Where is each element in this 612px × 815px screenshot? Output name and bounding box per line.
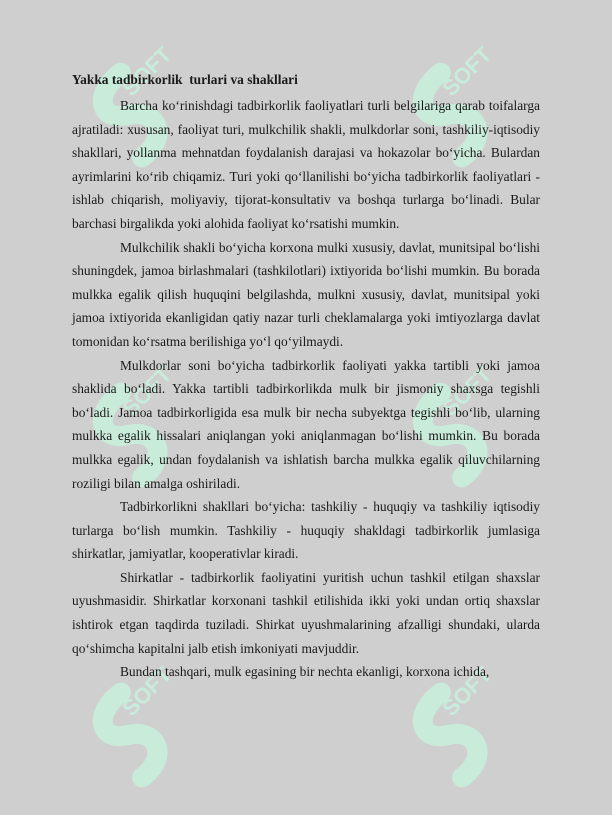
- paragraph-1: Barcha ko‘rinishdagi tadbirkorlik faoliyatlari turli belgilariga qarab toifalarga ajratiladi: xususan, faoliyat turi, mulkchilik shakli, mulkdorlar soni, tashkiliy-iqtisodiy shakllari, yollanma mehnatdan foydalanish darajasi va hokazolar bo‘yicha. Bulardan ayrimlarini ko‘rib chiqamiz. Turi yoki qo‘llanilishi bo‘yicha tadbirkorlik faoliyatlari - ishlab chiqarish, moliyaviy, tijorat-konsultativ va boshqa turlarga bo‘linadi. Bular barchasi birgalikda yoki alohida faoliyat ko‘rsatishi mumkin.: [72, 98, 540, 231]
- document-page: [72, 70, 540, 684]
- svg-text:SOFT: SOFT: [437, 361, 497, 421]
- svg-text:SOFT: SOFT: [117, 661, 177, 721]
- paragraph-4: Tadbirkorlikni shakllari bo‘yicha: tashkiliy - huquqiy va tashkiliy iqtisodiy turlarga bo‘lish mumkin. Tashkiliy - huquqiy shakldagi tadbirkorlik jumlasiga shirkatlar, jamiyatlar, kooperativlar kiradi.: [72, 499, 540, 562]
- paragraph-6: Bundan tashqari, mulk egasining bir nechta ekanligi, korxona ichida,: [120, 664, 490, 680]
- svg-text:SOFT: SOFT: [437, 41, 497, 101]
- paragraph-2: Mulkchilik shakli bo‘yicha korxona mulki xususiy, davlat, munitsipal bo‘lishi shuningdek, jamoa birlashmalari (tashkilotlari) ixtiyorida bo‘lishi mumkin. Bu borada mulkka egalik qilish huquqini belgilashda, mulkni xususiy, davlat, munitsipal yoki jamoa ixtiyorida ekanligidan qatiy nazar turli cheklamalarga yoki imtiyozlarga davlat tomonidan ko‘rsatma berilishiga yo‘l qo‘yilmaydi.: [72, 239, 540, 349]
- svg-text:SOFT: SOFT: [437, 661, 497, 721]
- svg-text:SOFT: SOFT: [117, 41, 177, 101]
- paragraph-3: Mulkdorlar soni bo‘yicha tadbirkorlik faoliyati yakka tartibli yoki jamoa shaklida bo‘ladi. Yakka tartibli tadbirkorlikda mulk bir jismoniy shaxsga tegishli bo‘ladi. Jamoa tadbirkorligida esa mulk bir necha subyektga tegishli bo‘lib, ularning mulkka egalik hissalari aniqlangan yoki aniqlanmagan bo‘lishi mumkin. Bu borada mulkka egalik, undan foydalanish va ishlatish barcha mulkka egalik qiluvchilarning roziligi bilan amalga oshiriladi.: [72, 357, 540, 491]
- svg-text:SOFT: SOFT: [117, 361, 177, 421]
- document-title: Yakka tadbirkorlik turlari va shakllari: [72, 72, 298, 87]
- paragraph-5: Shirkatlar - tadbirkorlik faoliyatini yuritish uchun tashkil etilgan shaxslar uyushmasidir. Shirkatlar korxonani tashkil etilishida ikki yoki undan ortiq shaxslar ishtirok etgan taqdirda tuziladi. Shirkat uyushmalarining afzalligi shundaki, ularda qo‘shimcha kapitalni jalb etish imkoniyati mavjuddir.: [72, 569, 540, 656]
